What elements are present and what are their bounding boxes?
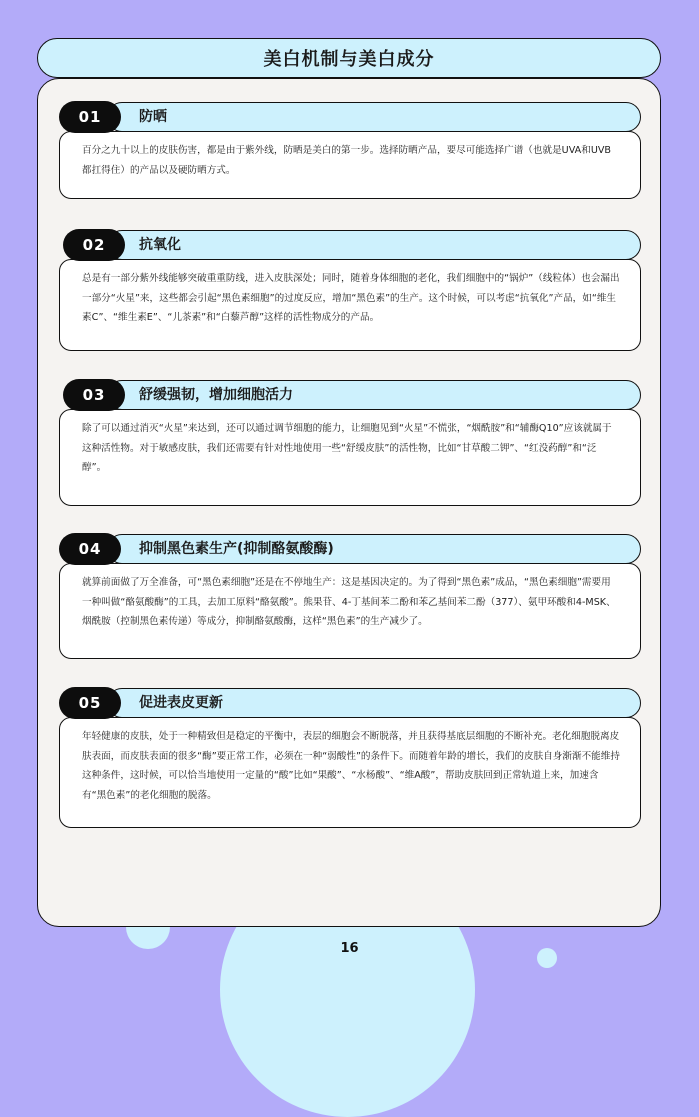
- section-title: 舒缓强韧，增加细胞活力: [139, 387, 293, 403]
- page-number: 16: [340, 941, 359, 956]
- section-antioxidant: [59, 229, 641, 351]
- section-header: [59, 379, 641, 413]
- section-title: 抑制黑色素生产(抑制酪氨酸酶): [139, 541, 334, 557]
- section-body: 就算前面做了万全准备，可“黑色素细胞”还是在不停地生产：这是基因决定的。为了得到“黑色素”成品，“黑色素细胞”需要用一种叫做“酪氨酸酶”的工具，去加工原料“酪氨酸”。熊果苷、4-丁基间苯二酚和苯乙基间苯二酚（377）、氨甲环酸和4-MSK、烟酰胺（控制黑色素传递）等成分，抑制酪氨酸酶，这样“黑色素”的生产减少了。: [59, 563, 641, 659]
- section-title: 促进表皮更新: [139, 695, 223, 711]
- section-number-badge: 03: [63, 379, 125, 411]
- section-title: 防晒: [139, 109, 167, 125]
- section-body: 总是有一部分紫外线能够突破重重防线，进入皮肤深处；同时，随着身体细胞的老化，我们细胞中的“锅炉”（线粒体）也会漏出一部分“火星”来，这些都会引起“黑色素细胞”的过度反应，增加“黑色素”的生产。这个时候，可以考虑“抗氧化”产品，如“维生素C”、“维生素E”、“儿茶素”和“白藜芦醇”这样的活性物成分的产品。: [59, 259, 641, 351]
- section-header: [59, 687, 641, 721]
- section-melanin-inhibition: [59, 533, 641, 659]
- section-number-badge: 04: [59, 533, 121, 565]
- section-number-badge: 01: [59, 101, 121, 133]
- section-body: 年轻健康的皮肤，处于一种精致但是稳定的平衡中，表层的细胞会不断脱落，并且获得基底层细胞的不断补充。老化细胞脱离皮肤表面，而皮肤表面的很多“酶”要正常工作，必须在一种“弱酸性”的条件下。而随着年龄的增长，我们的皮肤自身渐渐不能维持这种条件，这时候，可以恰当地使用一定量的“酸”比如“果酸”、“水杨酸”、“维A酸”，帮助皮肤回到正常轨道上来，加速含有“黑色素”的老化细胞的脱落。: [59, 717, 641, 828]
- section-title: 抗氧化: [139, 237, 181, 253]
- section-header: [59, 533, 641, 567]
- section-number-badge: 05: [59, 687, 121, 719]
- page-title: 美白机制与美白成分: [37, 38, 661, 78]
- section-number-badge: 02: [63, 229, 125, 261]
- section-sunscreen: [59, 101, 641, 199]
- section-title-bar: [107, 230, 641, 260]
- section-body: 除了可以通过消灭“火星”来达到，还可以通过调节细胞的能力，让细胞见到“火星”不慌张，“烟酰胺”和“辅酶Q10”应该就属于这种活性物。对于敏感皮肤，我们还需要有针对性地使用一些“舒缓皮肤”的活性物，比如“甘草酸二钾”、“红没药醇”和“泛醇”。: [59, 409, 641, 506]
- section-header: [59, 229, 641, 263]
- section-soothing: [59, 379, 641, 506]
- section-body: 百分之九十以上的皮肤伤害，都是由于紫外线，防晒是美白的第一步。选择防晒产品，要尽可能选择广谱（也就是UVA和UVB都扛得住）的产品以及硬防晒方式。: [59, 131, 641, 199]
- section-epidermis-renewal: [59, 687, 641, 828]
- section-title-bar: [107, 102, 641, 132]
- section-header: [59, 101, 641, 135]
